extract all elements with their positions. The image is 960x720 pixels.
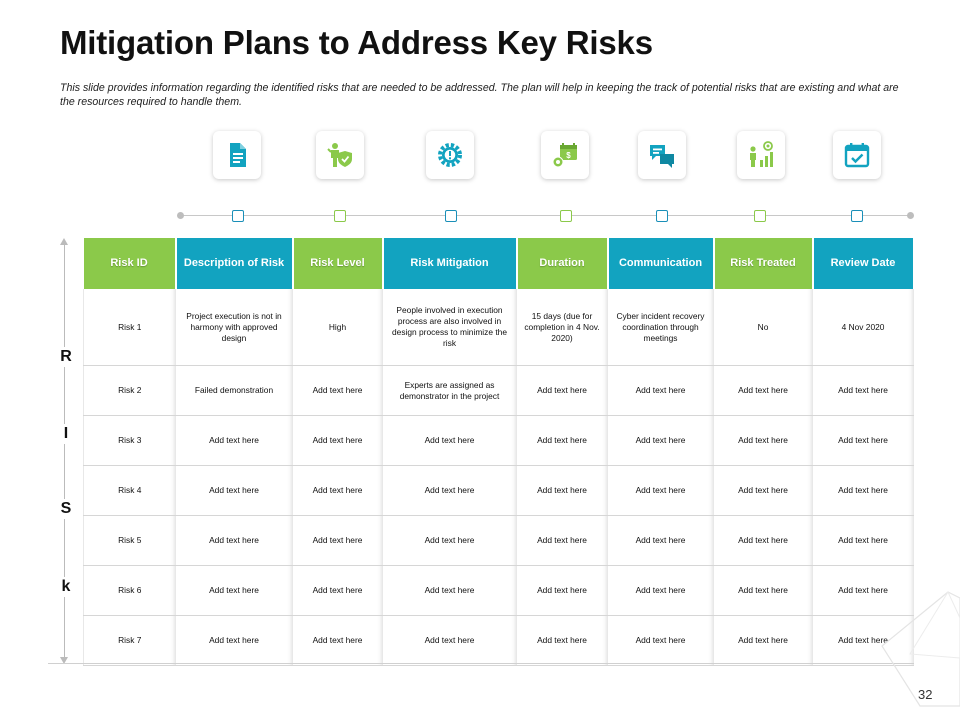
table-cell: No [714, 289, 813, 366]
chat-bubbles-icon-card [638, 131, 686, 179]
money-calendar-icon-card [541, 131, 589, 179]
table-row [84, 616, 914, 666]
table-cell: Add text here [293, 616, 383, 666]
table-cell: Risk 5 [84, 516, 176, 566]
table-cell: Add text here [383, 566, 517, 616]
table-row [84, 289, 914, 366]
table-cell: Add text here [813, 516, 914, 566]
document-icon [222, 140, 252, 170]
slide-title: Mitigation Plans to Address Key Risks [60, 24, 653, 61]
svg-text:$: $ [566, 151, 571, 160]
table-cell: Add text here [714, 566, 813, 616]
table-cell: Add text here [714, 616, 813, 666]
table-cell: Add text here [714, 466, 813, 516]
table-row [84, 466, 914, 516]
timeline-node [445, 210, 457, 222]
table-cell: Failed demonstration [176, 366, 293, 416]
table-cell: People involved in execution process are also involved in design process to minimize the risk [383, 289, 517, 366]
table-cell: Risk 3 [84, 416, 176, 466]
timeline-node [560, 210, 572, 222]
gear-alert-icon [435, 140, 465, 170]
table-row [84, 566, 914, 616]
table-cell: Add text here [714, 366, 813, 416]
table-cell: Add text here [714, 416, 813, 466]
axis-letter: k [56, 577, 76, 597]
axis-letter: S [56, 499, 76, 519]
table-cell: High [293, 289, 383, 366]
table-cell: Risk 6 [84, 566, 176, 616]
column-header-description: Description of Risk [176, 238, 293, 289]
table-cell: Add text here [383, 616, 517, 666]
table-cell: 15 days (due for completion in 4 Nov. 2020) [517, 289, 608, 366]
column-header-risk-id: Risk ID [84, 238, 176, 289]
calendar-check-icon [842, 140, 872, 170]
timeline-line [180, 215, 910, 216]
table-cell: Add text here [813, 366, 914, 416]
table-cell: Add text here [608, 466, 714, 516]
table-cell: Add text here [813, 416, 914, 466]
table-cell: Add text here [517, 616, 608, 666]
column-header-review-date: Review Date [813, 238, 914, 289]
table-cell: Add text here [176, 516, 293, 566]
table-cell: Risk 2 [84, 366, 176, 416]
table-cell: Add text here [293, 566, 383, 616]
table-cell: Add text here [608, 616, 714, 666]
table-cell: Add text here [176, 466, 293, 516]
column-header-risk-level: Risk Level [293, 238, 383, 289]
person-growth-icon [746, 140, 776, 170]
timeline-node [656, 210, 668, 222]
table-cell: Add text here [813, 466, 914, 516]
timeline-start-dot [177, 212, 184, 219]
table-row [84, 416, 914, 466]
timeline-node [851, 210, 863, 222]
timeline-end-dot [907, 212, 914, 219]
slide-subtitle: This slide provides information regarding the identified risks that are needed to be addressed. The plan will help in keeping the track of potential risks that are existing and what are the resources required to handle them. [60, 82, 899, 108]
axis-letter: I [56, 424, 76, 444]
table-cell: 4 Nov 2020 [813, 289, 914, 366]
calendar-check-icon-card [833, 131, 881, 179]
table-cell: Add text here [517, 466, 608, 516]
table-cell: Add text here [293, 516, 383, 566]
timeline-node [754, 210, 766, 222]
table-cell: Project execution is not in harmony with approved design [176, 289, 293, 366]
table-cell: Add text here [517, 366, 608, 416]
column-header-risk-mitigation: Risk Mitigation [383, 238, 517, 289]
money-calendar-icon [550, 140, 580, 170]
gear-alert-icon-card [426, 131, 474, 179]
page-number: 32 [918, 687, 933, 702]
axis-letter: R [56, 347, 76, 367]
timeline-node [232, 210, 244, 222]
table-cell: Add text here [176, 416, 293, 466]
table-cell: Risk 1 [84, 289, 176, 366]
table-cell: Add text here [517, 566, 608, 616]
column-header-communication: Communication [608, 238, 714, 289]
table-cell: Add text here [813, 616, 914, 666]
table-cell: Add text here [383, 416, 517, 466]
table-cell: Add text here [608, 516, 714, 566]
table-cell: Add text here [517, 416, 608, 466]
person-growth-icon-card [737, 131, 785, 179]
table-cell: Experts are assigned as demonstrator in the project [383, 366, 517, 416]
table-cell: Add text here [176, 566, 293, 616]
table-cell: Add text here [293, 366, 383, 416]
person-shield-icon [325, 140, 355, 170]
risk-table [83, 238, 915, 666]
table-cell: Risk 7 [84, 616, 176, 666]
table-cell: Add text here [517, 516, 608, 566]
table-cell: Risk 4 [84, 466, 176, 516]
table-header-row [84, 238, 914, 289]
table-row [84, 366, 914, 416]
table-cell: Add text here [383, 516, 517, 566]
table-cell: Add text here [608, 416, 714, 466]
table-cell: Add text here [176, 616, 293, 666]
person-shield-icon-card [316, 131, 364, 179]
table-bottom-divider [48, 663, 914, 664]
column-header-duration: Duration [517, 238, 608, 289]
table-cell: Add text here [293, 466, 383, 516]
table-cell: Add text here [383, 466, 517, 516]
table-cell: Add text here [714, 516, 813, 566]
axis-arrow-up-icon [60, 238, 68, 245]
table-cell: Add text here [608, 566, 714, 616]
table-row [84, 516, 914, 566]
table-cell: Cyber incident recovery coordination through meetings [608, 289, 714, 366]
column-header-risk-treated: Risk Treated [714, 238, 813, 289]
table-cell: Add text here [608, 366, 714, 416]
table-cell: Add text here [813, 566, 914, 616]
chat-bubbles-icon [647, 140, 677, 170]
table-cell: Add text here [293, 416, 383, 466]
document-icon-card [213, 131, 261, 179]
timeline-node [334, 210, 346, 222]
